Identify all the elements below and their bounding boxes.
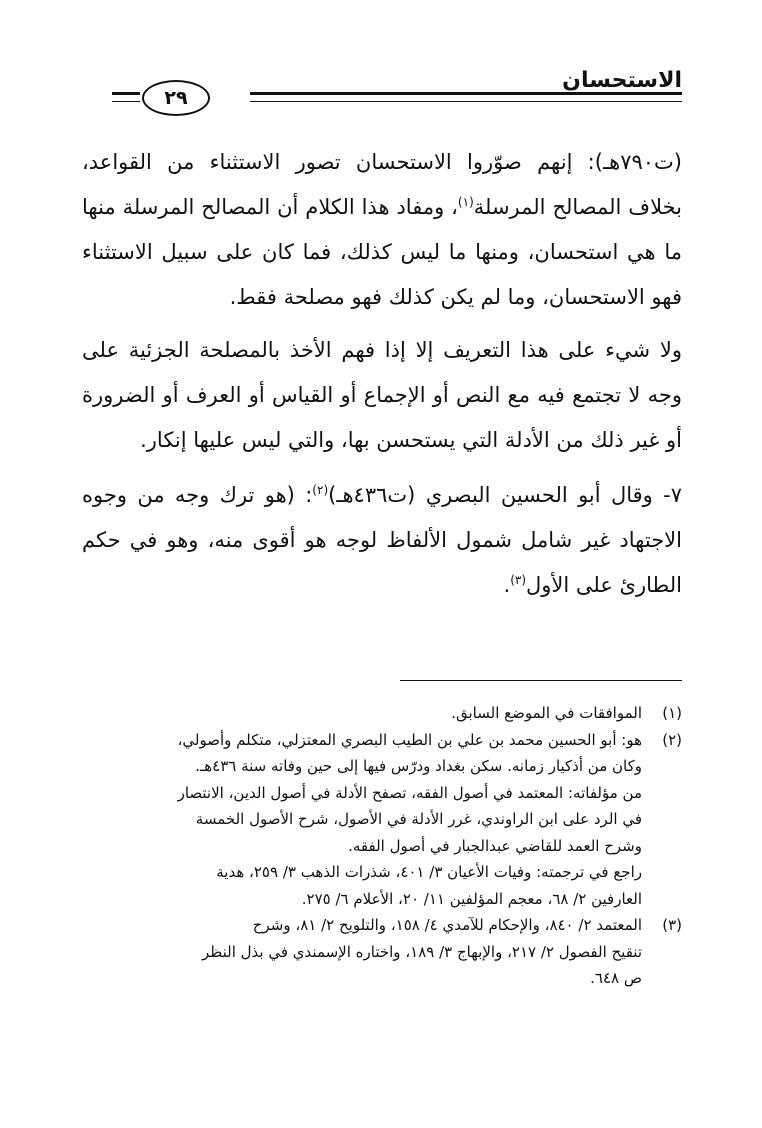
paragraph-2: ولا شيء على هذا التعريف إلا إذا فهم الأخذ بالمصلحة الجزئية على وجه لا تجتمع فيه مع النص أو الإجماع أو القياس أو العرف أو الضرورة أو غير ذلك من الأدلة التي يستحسن بها، والتي ليس عليها إنكار. [82, 338, 682, 452]
header-rule-left [112, 92, 140, 102]
footnote-number: (١) [662, 704, 682, 722]
main-text [82, 140, 682, 608]
paragraph-1-text: (ت٧٩٠هـ): إنهم صوّروا الاستحسان تصور الاستثناء من القواعد، بخلاف المصالح المرسلة [82, 150, 682, 219]
footnote-separator [400, 680, 682, 681]
footnote-ref-3[interactable]: (٣) [510, 573, 527, 587]
footnotes [82, 700, 682, 992]
footnote-line: الموافقات في الموضع السابق. [451, 704, 642, 722]
footnote-line: وشرح العمد للقاضي عبدالجبار في أصول الفقه. [348, 836, 642, 855]
footnote-line: تنقيح الفصول ٢/ ٢١٧، والإبهاج ٣/ ١٨٩، واختاره الإسمندي في بذل النظر [202, 942, 642, 961]
footnote-number: (٣) [662, 916, 682, 934]
paragraph-1 [82, 140, 682, 320]
footnote-line: هو: أبو الحسين محمد بن علي بن الطيب البصري المعتزلي، متكلم وأصولي، [177, 730, 642, 749]
footnote-line: راجع في ترجمته: وفيات الأعيان ٣/ ٤٠١، شذرات الذهب ٣/ ٢٥٩، هدية [216, 863, 642, 881]
footnote-3 [82, 912, 682, 992]
footnote-2 [82, 727, 682, 913]
footnote-line: العارفين ٢/ ٦٨، معجم المؤلفين ١١/ ٢٠، الأعلام ٦/ ٢٧٥. [301, 889, 642, 908]
paragraph-3-end: . [503, 573, 511, 597]
footnote-1 [82, 700, 682, 727]
footnote-number: (٢) [662, 730, 682, 749]
page-number: ٢٩ [142, 80, 210, 116]
footnote-line: من مؤلفاته: المعتمد في أصول الفقه، تصفح الأدلة في أصول الدين، الانتصار [177, 783, 642, 802]
footnote-line: المعتمد ٢/ ٨٤٠، والإحكام للآمدي ٤/ ١٥٨، والتلويح ٢/ ٨١، وشرح [252, 916, 642, 934]
footnote-line: في الرد على ابن الراوندي، غرر الأدلة في الأصول، شرح الأصول الخمسة [195, 810, 642, 828]
footnote-line: ص ٦٤٨. [590, 969, 642, 987]
footnote-ref-2[interactable]: (٢) [312, 483, 329, 497]
running-header-title: الاستحسان [562, 68, 682, 93]
paragraph-1-tail: ، ومفاد هذا الكلام أن المصالح المرسلة منها ما هي استحسان، ومنها ما ليس كذلك، فما كان على سبيل الاستثناء فهو الاستحسان، وما لم يكن كذلك فهو مصلحة فقط. [82, 195, 682, 309]
footnote-ref-1[interactable]: (١) [457, 195, 474, 209]
paragraph-3-head: ٧- وقال أبو الحسين البصري (ت٤٣٦هـ) [328, 483, 682, 507]
paragraph-3-mid: : (هو ترك وجه من وجوه الاجتهاد غير شامل شمول الألفاظ لوجه هو أقوى منه، وهو في حكم الطارئ على الأول [82, 483, 682, 597]
footnote-line: وكان من أذكيار زمانه. سكن بغداد ودرّس فيها إلى حين وفاته سنة ٤٣٦هـ. [195, 757, 642, 775]
paragraph-3 [82, 473, 682, 608]
header-rule-right [250, 92, 682, 102]
